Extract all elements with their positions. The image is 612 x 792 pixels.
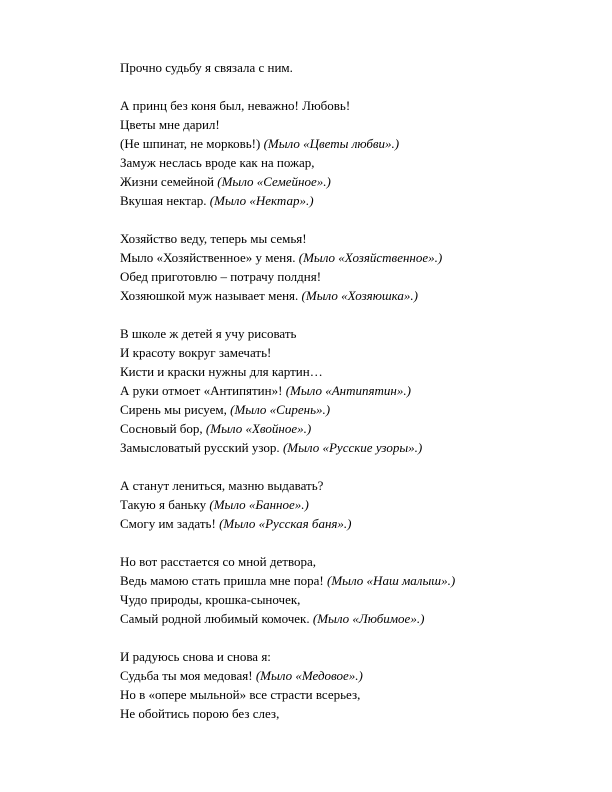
- line-text: Прочно судьбу я связала с ним.: [120, 60, 293, 75]
- line-text: Сосновый бор,: [120, 421, 206, 436]
- poem-line: [120, 134, 590, 153]
- line-text: Обед приготовлю – потрачу полдня!: [120, 269, 322, 284]
- line-text: Самый родной любимый комочек.: [120, 611, 313, 626]
- stanza: [120, 229, 590, 305]
- poem-line: [120, 419, 590, 438]
- poem-text: [120, 58, 590, 742]
- soap-note: (Мыло «Русские узоры».): [282, 440, 423, 455]
- poem-line: [120, 115, 590, 134]
- poem-line: [120, 495, 590, 514]
- poem-line: [120, 96, 590, 115]
- line-text: Вкушая нектар.: [120, 193, 210, 208]
- line-text: Цветы мне дарил!: [120, 117, 220, 132]
- line-text: В школе ж детей я учу рисовать: [120, 326, 297, 341]
- stanza: [120, 324, 590, 457]
- poem-line: [120, 267, 590, 286]
- stanza: [120, 58, 590, 77]
- soap-note: (Мыло «Цветы любви».): [263, 136, 400, 151]
- line-text: Жизни семейной: [120, 174, 218, 189]
- poem-line: [120, 58, 590, 77]
- stanza: [120, 552, 590, 628]
- soap-note: (Мыло «Банное».): [209, 497, 309, 512]
- poem-line: [120, 609, 590, 628]
- line-text: Сирень мы рисуем,: [120, 402, 231, 417]
- soap-note: (Мыло «Нектар».): [209, 193, 314, 208]
- line-text: Замысловатый русский узор.: [120, 440, 283, 455]
- stanza: [120, 476, 590, 533]
- poem-line: [120, 362, 590, 381]
- line-text: А руки отмоет «Антипятин»!: [120, 383, 286, 398]
- poem-line: [120, 286, 590, 305]
- poem-line: [120, 191, 590, 210]
- poem-line: [120, 400, 590, 419]
- poem-line: [120, 438, 590, 457]
- line-text: Хозяйство веду, теперь мы семья!: [120, 231, 307, 246]
- line-text: Замуж неслась вроде как на пожар,: [120, 155, 315, 170]
- line-text: (Не шпинат, не морковь!): [120, 136, 264, 151]
- poem-line: [120, 571, 590, 590]
- poem-line: [120, 666, 590, 685]
- soap-note: (Мыло «Хвойное».): [205, 421, 312, 436]
- poem-line: [120, 685, 590, 704]
- soap-note: (Мыло «Хозяйственное».): [298, 250, 443, 265]
- poem-line: [120, 590, 590, 609]
- poem-line: [120, 552, 590, 571]
- line-text: Кисти и краски нужны для картин…: [120, 364, 323, 379]
- line-text: Не обойтись порою без слез,: [120, 706, 280, 721]
- poem-line: [120, 343, 590, 362]
- poem-line: [120, 153, 590, 172]
- line-text: Мыло «Хозяйственное» у меня.: [120, 250, 299, 265]
- soap-note: (Мыло «Наш малыш».): [327, 573, 456, 588]
- soap-note: (Мыло «Хозяюшка».): [301, 288, 419, 303]
- soap-note: (Мыло «Антипятин».): [285, 383, 411, 398]
- soap-note: (Мыло «Русская баня».): [219, 516, 352, 531]
- line-text: И радуюсь снова и снова я:: [120, 649, 271, 664]
- stanza: [120, 647, 590, 723]
- line-text: И красоту вокруг замечать!: [120, 345, 272, 360]
- soap-note: (Мыло «Любимое».): [312, 611, 425, 626]
- poem-line: [120, 248, 590, 267]
- soap-note: (Мыло «Сирень».): [230, 402, 331, 417]
- poem-line: [120, 476, 590, 495]
- poem-line: [120, 172, 590, 191]
- stanza: [120, 96, 590, 210]
- poem-line: [120, 514, 590, 533]
- line-text: Ведь мамою стать пришла мне пора!: [120, 573, 328, 588]
- line-text: Хозяюшкой муж называет меня.: [120, 288, 302, 303]
- line-text: Чудо природы, крошка-сыночек,: [120, 592, 301, 607]
- line-text: Такую я баньку: [120, 497, 210, 512]
- soap-note: (Мыло «Медовое».): [255, 668, 363, 683]
- line-text: А принц без коня был, неважно! Любовь!: [120, 98, 351, 113]
- line-text: Но вот расстается со мной детвора,: [120, 554, 317, 569]
- line-text: Смогу им задать!: [120, 516, 220, 531]
- line-text: А станут лениться, мазню выдавать?: [120, 478, 324, 493]
- poem-line: [120, 647, 590, 666]
- line-text: Но в «опере мыльной» все страсти всерьез,: [120, 687, 361, 702]
- poem-line: [120, 704, 590, 723]
- poem-line: [120, 324, 590, 343]
- poem-line: [120, 381, 590, 400]
- soap-note: (Мыло «Семейное».): [217, 174, 331, 189]
- poem-line: [120, 229, 590, 248]
- line-text: Судьба ты моя медовая!: [120, 668, 256, 683]
